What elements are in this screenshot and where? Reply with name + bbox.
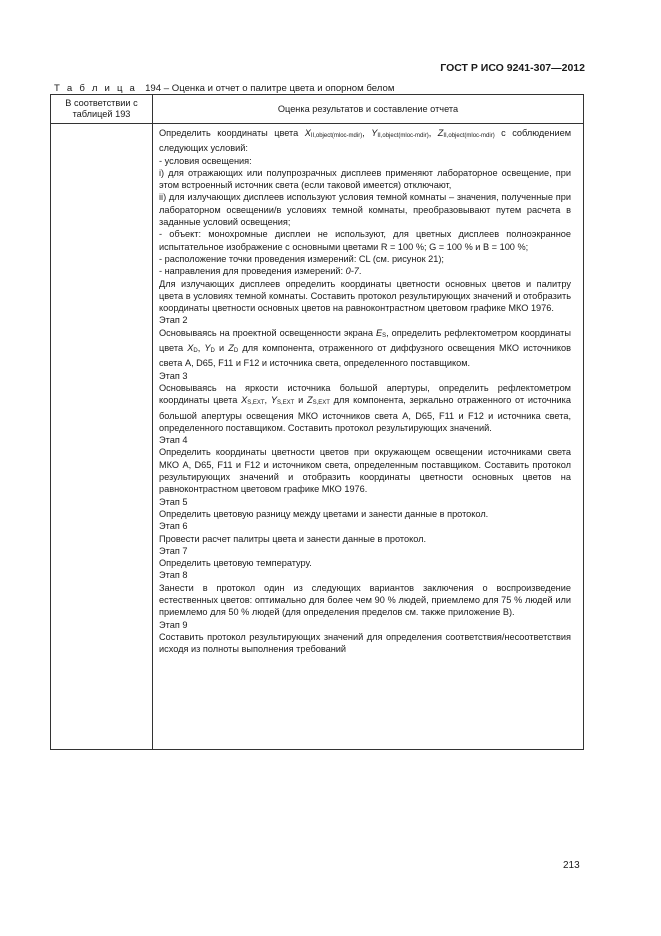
list-item: - расположение точки проведения измерений: CL (см. рисунок 21); xyxy=(159,253,444,264)
stage-title: Этап 5 xyxy=(159,496,188,507)
caption-prefix: Т а б л и ц а xyxy=(54,83,138,94)
paragraph-coordinates: Определить координаты цвета XII,object(mloc-mdir), YII,object(mloc-mdir), ZII,object(mloc-mdir) с соблюдением следующих условий: xyxy=(159,128,572,154)
table-header-row xyxy=(51,95,584,124)
list-item: - условия освещения: xyxy=(159,155,252,166)
caption-text: 194 – Оценка и отчет о палитре цвета и опорном белом xyxy=(145,83,395,94)
stage-title: Этап 6 xyxy=(159,521,188,532)
stage-title: Этап 8 xyxy=(159,570,188,581)
stage-4-text: Определить координаты цветности цветов при окружающем освещении источниками света МКО A, D65, F11 и F12 и источником света, определенным поставщиком. Составить протокол результирующих значений и отобразить координаты цветности основных цветов на равноконтрастном цветовом графике МКО 1976. xyxy=(159,447,571,495)
stage-title: Этап 7 xyxy=(159,545,188,556)
page-number: 213 xyxy=(563,860,580,871)
col2-header: Оценка результатов и составление отчета xyxy=(153,95,584,124)
stage-6-text: Провести расчет палитры цвета и занести данные в протокол. xyxy=(159,533,427,544)
stage-9-text: Составить протокол результирующих значений для определения соответствия/несоответствия исходя из полноты выполнения требований xyxy=(159,631,571,655)
stage-8-text: Занести в протокол один из следующих вариантов заключения о воспроизведение естественных цветов: оптимально для более чем 90 % людей, приемлемо для 75 % людей или приемлемо для 50 % людей (для определения пределов см. также приложение B). xyxy=(159,582,571,618)
stage-title: Этап 4 xyxy=(159,435,188,446)
list-item: - объект: монохромные дисплеи не используют, для цветных дисплеев полноэкранное испытательное изображение с основными цветами R = 100 %; G = 100 % и B = 100 %; xyxy=(159,229,571,252)
col1-cell xyxy=(51,124,153,750)
stage-title: Этап 3 xyxy=(159,370,188,381)
stage-5-text: Определить цветовую разницу между цветами и занести данные в протокол. xyxy=(159,508,489,519)
stage-3-text: Основываясь на яркости источника большой апертуры, определить рефлектометром координаты цвета XS,EXT, YS,EXT и ZS,EXT для компонента, зеркально отраженного от источника большой апертуры освещения МКО источников света A, D65, F11 и F12 и источника света, определенного поставщиком. Составить протокол результирующих значений. xyxy=(159,382,571,433)
list-item: ii) для излучающих дисплеев используют условия темной комнаты – значения, полученные при лабораторном освещении/в условиях темной комнаты, преобразовывают путем расчета в заданные условий освещения; xyxy=(159,192,571,228)
stage-title: Этап 2 xyxy=(159,315,188,326)
stage-2-text: Основываясь на проектной освещенности экрана ES, определить рефлектометром координаты цвета XD, YD и ZD для компонента, отраженного от диффузного освещения МКО источников света A, D65, F11 и F12 и источника света, определенного поставщиком. xyxy=(159,327,571,369)
document-header: ГОСТ Р ИСО 9241-307—2012 xyxy=(440,62,585,74)
list-item-directions: - направления для проведения измерений: 0-7. xyxy=(159,266,362,277)
procedure-cell xyxy=(153,124,584,750)
col1-header: В соответствии с таблицей 193 xyxy=(51,95,153,124)
evaluation-table xyxy=(50,94,584,750)
paragraph-emissive: Для излучающих дисплеев определить координаты цветности основных цветов и палитру цвета в условиях темной комнаты. Составить протокол результирующих значений и отобразить координаты цветности основных цветов на равноконтрастном цветовом графике МКО 1976. xyxy=(159,278,571,314)
stage-title: Этап 9 xyxy=(159,619,188,630)
table-caption xyxy=(54,83,394,94)
list-item: i) для отражающих или полупрозрачных дисплеев применяют лабораторное освещение, при этом встроенный источник света (если таковой имеется) отключают, xyxy=(159,167,571,191)
stage-7-text: Определить цветовую температуру. xyxy=(159,558,312,569)
table-body-row xyxy=(51,124,584,750)
